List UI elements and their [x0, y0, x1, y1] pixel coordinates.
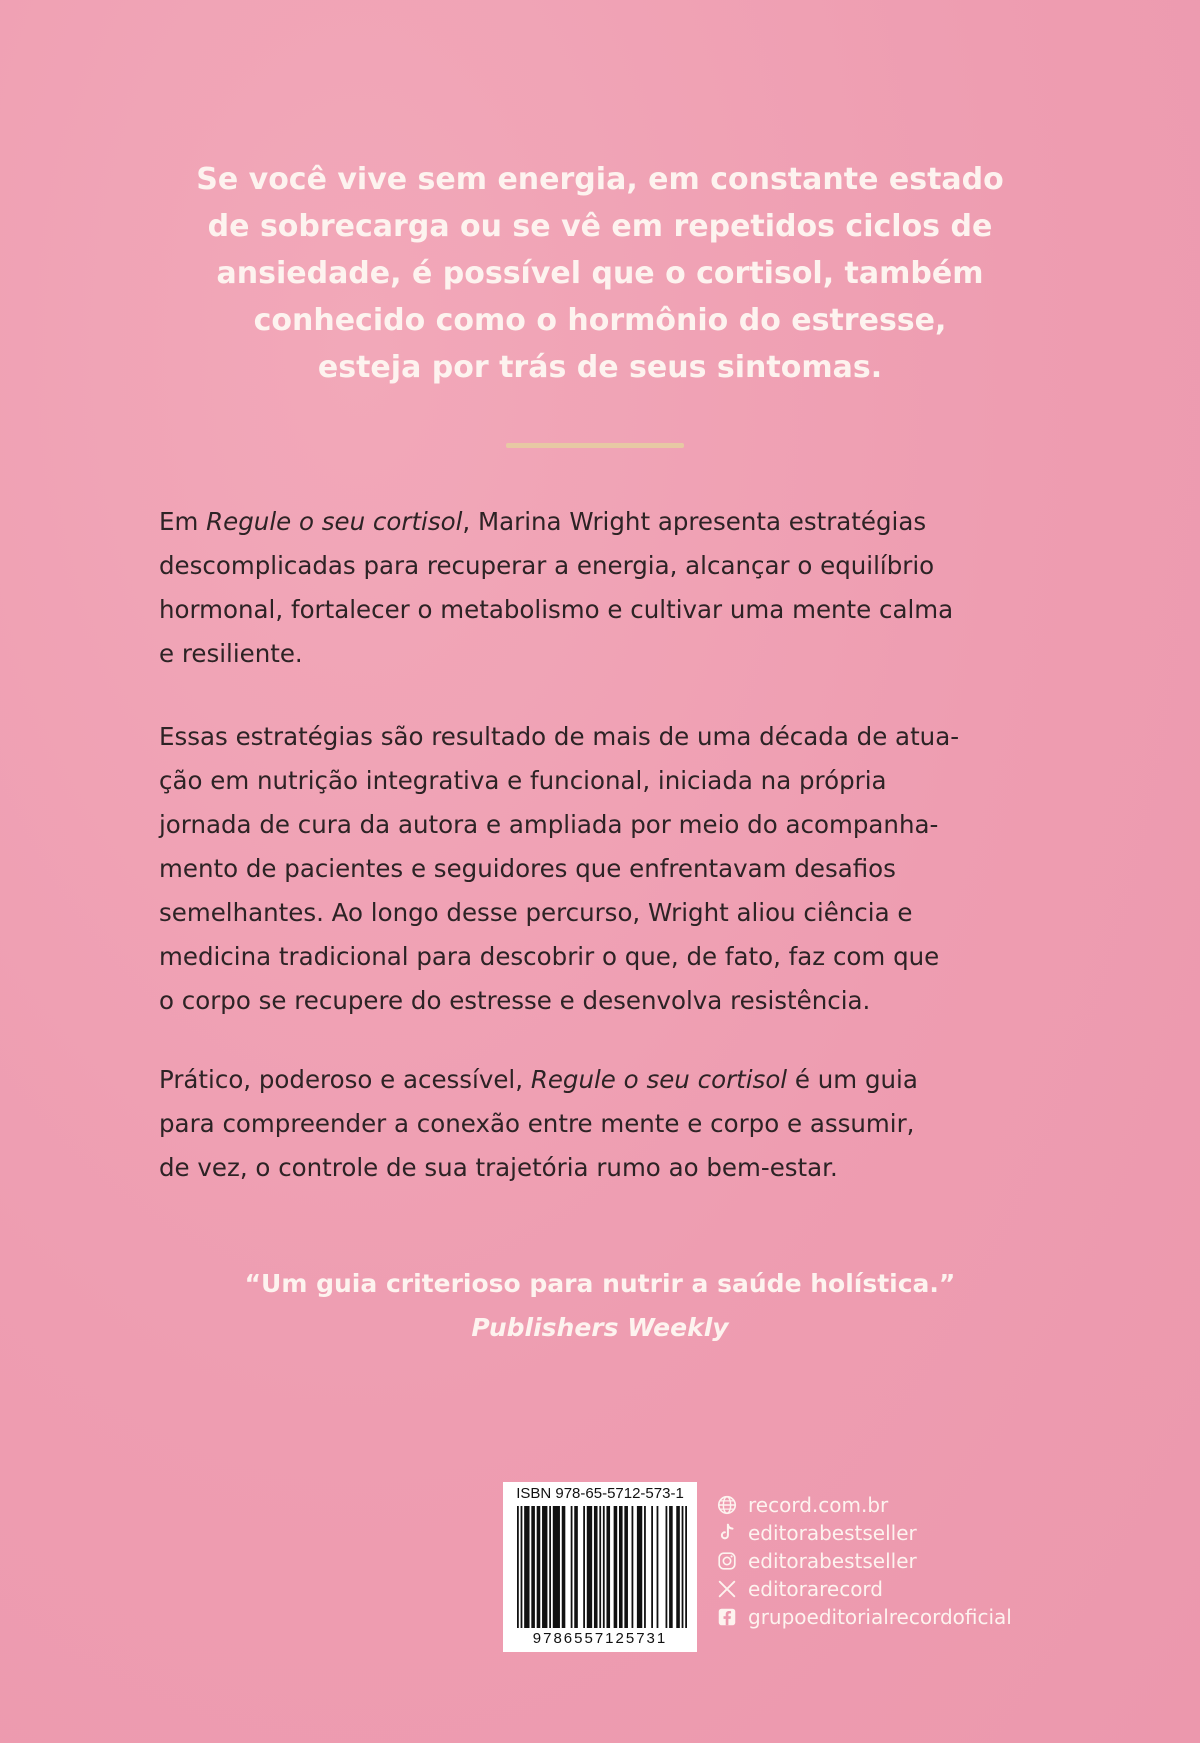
paragraph-line: jornada de cura da autora e ampliada por meio do acompanha-	[159, 810, 939, 839]
social-links	[716, 1491, 1046, 1631]
x-icon	[716, 1578, 738, 1600]
barcode-bar	[553, 1506, 560, 1628]
intro-line: esteja por trás de seus sintomas.	[317, 350, 883, 385]
barcode-bar	[637, 1506, 642, 1628]
social-label: editorabestseller	[748, 1549, 917, 1573]
intro-blurb	[150, 156, 1050, 391]
paragraph-line: descomplicadas para recuperar a energia, alcançar o equilíbrio	[159, 551, 935, 580]
book-title: Regule o seu cortisol	[530, 1065, 788, 1094]
isbn-label: ISBN 978-65-5712-573-1	[516, 1485, 684, 1502]
barcode-bar	[562, 1506, 566, 1628]
social-label: editorarecord	[748, 1577, 883, 1601]
paragraph-line: semelhantes. Ao longo desse percurso, Wright aliou ciência e	[159, 898, 913, 927]
paragraph-line: para compreender a conexão entre mente e corpo e assumir,	[159, 1109, 915, 1138]
barcode-bar	[583, 1506, 585, 1628]
intro-line: conhecido como o hormônio do estresse,	[253, 303, 947, 338]
barcode-bar	[549, 1506, 551, 1628]
barcode-bar	[644, 1506, 646, 1628]
barcode-bar	[685, 1506, 687, 1628]
barcode-bar	[603, 1506, 605, 1628]
intro-line: ansiedade, é possível que o cortisol, também	[216, 256, 984, 291]
barcode-bar	[587, 1506, 592, 1628]
social-label: record.com.br	[748, 1493, 889, 1517]
social-item-x[interactable]	[716, 1575, 1046, 1603]
paragraph-line: medicina tradicional para descobrir o que, de fato, faz com que	[159, 942, 940, 971]
barcode-bar	[594, 1506, 598, 1628]
paragraph-line: o corpo se recupere do estresse e desenvolva resistência.	[159, 986, 871, 1015]
review-quote	[150, 1262, 1050, 1350]
barcode-bar	[624, 1506, 628, 1628]
social-label: editorabestseller	[748, 1521, 917, 1545]
barcode-bar	[676, 1506, 680, 1628]
barcode-bar	[657, 1506, 659, 1628]
paragraph-line: de vez, o controle de sua trajetória rumo ao bem-estar.	[159, 1153, 838, 1182]
social-item-tiktok[interactable]	[716, 1519, 1046, 1547]
barcode-bar	[521, 1506, 523, 1628]
barcode-bar	[619, 1506, 623, 1628]
intro-line: de sobrecarga ou se vê em repetidos ciclos de	[207, 209, 993, 244]
globe-icon	[716, 1494, 738, 1516]
barcode-bar	[632, 1506, 634, 1628]
quote-text: “Um guia criterioso para nutrir a saúde holística.”	[244, 1269, 956, 1298]
barcode-bar	[524, 1506, 529, 1628]
tiktok-icon	[716, 1522, 738, 1544]
paragraph-line: hormonal, fortalecer o metabolismo e cultivar uma mente calma	[159, 595, 954, 624]
barcode-bar	[542, 1506, 547, 1628]
paragraph-text: é um guia	[787, 1065, 918, 1094]
paragraph-3	[159, 1058, 1044, 1190]
barcode-bar	[682, 1506, 684, 1628]
social-label: grupoeditorialrecordoficial	[748, 1605, 1012, 1629]
book-title: Regule o seu cortisol	[206, 507, 463, 536]
paragraph-text: Prático, poderoso e acessível,	[159, 1065, 531, 1094]
facebook-icon	[716, 1606, 738, 1628]
barcode-bar	[531, 1506, 535, 1628]
barcode-bar	[666, 1506, 668, 1628]
barcode-bar	[517, 1506, 519, 1628]
barcode-bar	[606, 1506, 610, 1628]
barcode-bar	[571, 1506, 573, 1628]
barcode-digits: 9786557125731	[532, 1630, 668, 1647]
paragraph-line: Essas estratégias são resultado de mais de uma década de atua-	[159, 722, 960, 751]
barcode-bar	[599, 1506, 601, 1628]
intro-line: Se você vive sem energia, em constante estado	[196, 162, 1004, 197]
isbn-barcode	[503, 1482, 697, 1652]
barcode-bar	[537, 1506, 541, 1628]
barcode-bars	[517, 1506, 687, 1628]
social-item-website[interactable]	[716, 1491, 1046, 1519]
social-item-facebook[interactable]	[716, 1603, 1046, 1631]
paragraph-text: , Marina Wright apresenta estratégias	[462, 507, 927, 536]
paragraph-line: mento de pacientes e seguidores que enfrentavam desafios	[159, 854, 896, 883]
paragraph-text: Em	[159, 507, 207, 536]
quote-source: Publishers Weekly	[471, 1313, 729, 1342]
paragraph-line: e resiliente.	[159, 639, 303, 668]
barcode-bar	[669, 1506, 673, 1628]
paragraph-line: ção em nutrição integrativa e funcional, iniciada na própria	[159, 766, 887, 795]
barcode-bar	[574, 1506, 578, 1628]
social-item-instagram[interactable]	[716, 1547, 1046, 1575]
barcode-bar	[614, 1506, 618, 1628]
paragraph-1	[159, 500, 1044, 676]
paragraph-2	[159, 715, 1044, 1023]
barcode-bar	[651, 1506, 653, 1628]
instagram-icon	[716, 1550, 738, 1572]
divider-rule	[506, 443, 684, 448]
